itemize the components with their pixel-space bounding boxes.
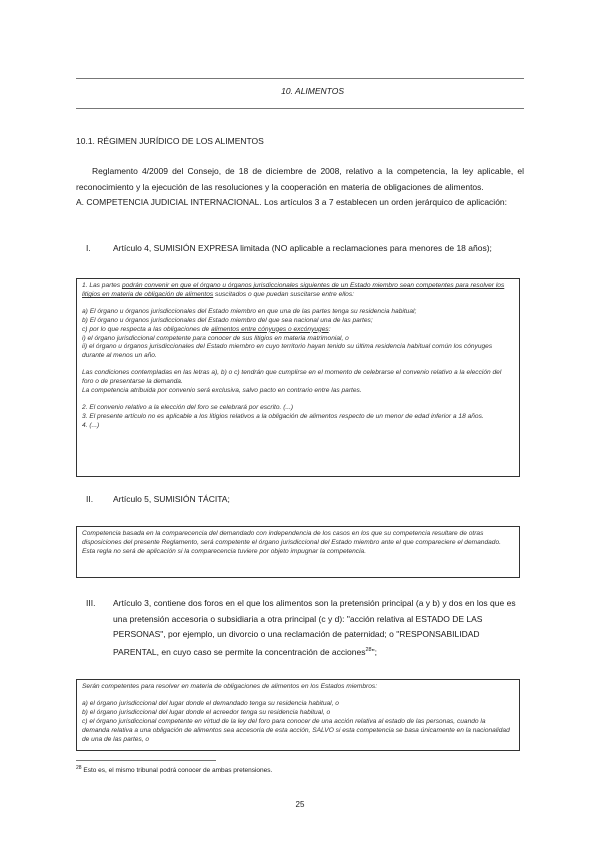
- box-paragraph: La competencia atribuida por convenio será exclusiva, salvo pacto en contrario entre las partes.: [82, 387, 362, 395]
- articulo-4-box: [76, 278, 520, 477]
- heading-text: Artículo 3, contiene dos foros en el que los alimentos son la pretensión principal (a y b) y dos en los que es una pretensión accesoria o subsidiaria a otra principal (c y d): "acción relativa al ESTADO DE LAS PERSONAS", por ejemplo, un divorcio o una reclamación de paternidad; o "RESPONSABILIDAD PARENTAL, en cuyo caso se permite la concentración de acciones: [113, 598, 516, 657]
- footnote: [76, 765, 272, 774]
- footnote-number: 28: [76, 765, 82, 771]
- box-item: c) el órgano jurisdiccional competente en virtud de la ley del foro para conocer de una acción relativa al estado de las personas, cuando la demanda relativa a una obligación de alimentos sea accesoria de esta acción, SALVO si esta competencia se basa únicamente en la nacionalidad de una de las partes, o: [82, 717, 510, 743]
- chapter-title: 10. ALIMENTOS: [281, 86, 344, 96]
- heading-num: I.: [86, 243, 91, 253]
- underlined-text: podrán convenir en que el órgano u órganos jurisdiccionales siguientes de un Estado miembro sean competentes para resolver los litigios en materia de obligación de alimentos: [82, 282, 505, 298]
- heading-num: II.: [86, 494, 94, 504]
- text-segment: suscitados o que puedan suscitarse entre ellos:: [213, 290, 354, 298]
- box-item: b) el órgano jurisdiccional del lugar donde el acreedor tenga su residencia habitual, o: [82, 708, 331, 716]
- box-paragraph: 4. (...): [82, 421, 100, 429]
- heading-articulo-4: [86, 243, 492, 253]
- text-segment: c) por lo que respecta a las obligaciones de: [82, 325, 212, 333]
- box-item: a) El órgano u órganos jurisdiccionales del Estado miembro en que una de las partes tenga su residencia habitual;: [82, 307, 417, 315]
- box-item: ii) el órgano u órganos jurisdiccionales del Estado miembro en cuyo territorio hayan tenido su última residencia habitual común los cónyuges durante al menos un año.: [82, 343, 493, 360]
- box-item: a) el órgano jurisdiccional del lugar donde el demandado tenga su residencia habitual, o: [82, 699, 339, 707]
- heading-text: Artículo 4, SUMISIÓN EXPRESA limitada (NO aplicable a reclamaciones para menores de 18 años);: [113, 243, 492, 253]
- footnote-rule: [76, 760, 216, 761]
- heading-text: Artículo 5, SUMISIÓN TÁCITA;: [113, 494, 230, 504]
- spacer: [82, 300, 514, 308]
- articulo-5-box: [76, 526, 520, 578]
- box-paragraph: Competencia basada en la comparecencia del demandado con independencia de los casos en los que su competencia resultare de otras disposiciones del presente Reglamento, será competente el órgano jurisdiccional del Estado miembro ante el que compareciere el demandado. Esta regla no será de aplicación si la comparecencia tuviere por objeto impugnar la competencia.: [82, 530, 501, 555]
- spacer: [82, 396, 514, 404]
- intro-text: Reglamento 4/2009 del Consejo, de 18 de diciembre de 2008, relativo a la competencia, la ley aplicable, el reconocimiento y la ejecución de las resoluciones y la cooperación en materia de obligaciones de alimentos.: [76, 166, 524, 192]
- heading-articulo-5: [86, 494, 230, 504]
- box-paragraph: [82, 282, 514, 300]
- box-paragraph: Serán competentes para resolver en materia de obligaciones de alimentos en los Estados miembros:: [82, 683, 378, 690]
- section-title: 10.1. RÉGIMEN JURÍDICO DE LOS ALIMENTOS: [76, 136, 264, 146]
- competencia-paragraph: [76, 195, 524, 211]
- footnote-text: Esto es, el mismo tribunal podrá conocer de ambas pretensiones.: [83, 767, 273, 775]
- box-paragraph: 2. El convenio relativo a la elección del foro se celebrará por escrito. (...): [82, 403, 294, 411]
- spacer: [82, 692, 514, 700]
- chapter-rule: [76, 108, 524, 109]
- box-item: i) el órgano jurisdiccional competente para conocer de sus litigios en materia matrimonial, o: [82, 334, 349, 342]
- heading-num: III.: [86, 598, 96, 608]
- underlined-text: alimentos entre cónyuges o excónyuges: [211, 325, 329, 333]
- intro-paragraph: [76, 164, 524, 195]
- text-segment: :: [328, 325, 331, 333]
- top-rule: [76, 78, 524, 79]
- footnote-ref[interactable]: 28: [365, 646, 372, 653]
- text-segment: 1. Las partes: [82, 282, 122, 289]
- box-item: [82, 326, 514, 335]
- text-segment: ";: [371, 646, 377, 657]
- box-paragraph: Las condiciones contempladas en las letras a), b) o c) tendrán que cumplirse en el momento de celebrarse el convenio relativo a la elección del foro o de presentarse la demanda.: [82, 369, 502, 386]
- spacer: [82, 361, 514, 369]
- box-item: b) El órgano u órganos jurisdiccionales del Estado miembro del que sea nacional una de las partes;: [82, 316, 373, 324]
- box-paragraph: 3. El presente artículo no es aplicable a los litigios relativos a la obligación de alimentos respecto de un menor de edad inferior a 18 años.: [82, 412, 484, 420]
- page-number: 25: [295, 800, 305, 809]
- heading-text-block: [113, 596, 524, 660]
- competencia-text: A. COMPETENCIA JUDICIAL INTERNACIONAL. Los artículos 3 a 7 establecen un orden jerárquico de aplicación:: [76, 197, 508, 207]
- articulo-3-box: [76, 679, 520, 751]
- heading-articulo-3: [86, 596, 524, 660]
